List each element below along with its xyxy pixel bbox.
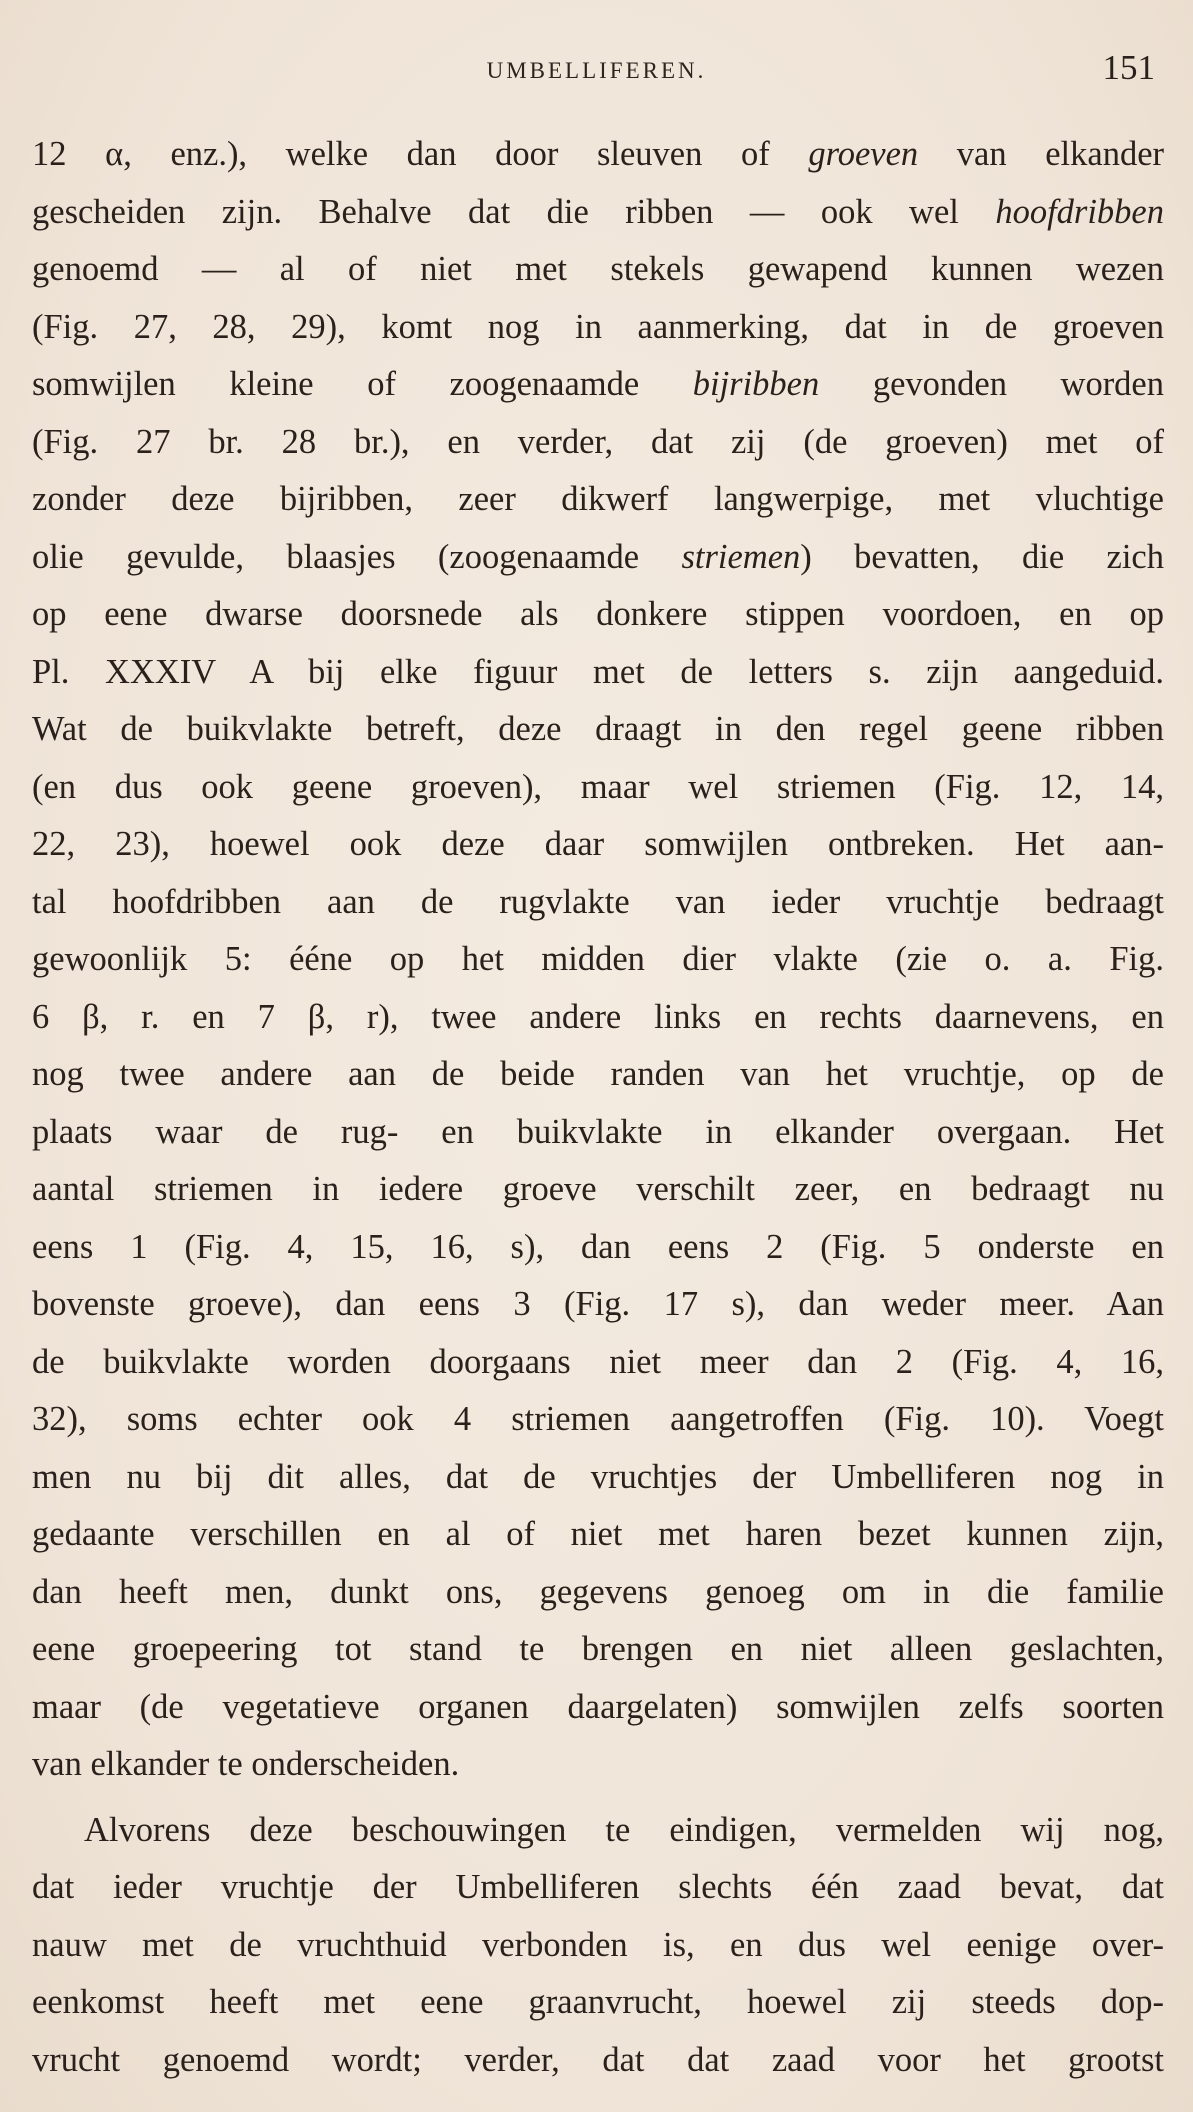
page-header	[0, 48, 1193, 98]
text-line: maar (de vegetatieve organen daargelaten) somwijlen zelfs soorten	[32, 1687, 1164, 1726]
text-line: eens 1 (Fig. 4, 15, 16, s), dan eens 2 (Fig. 5 onderste en	[32, 1227, 1164, 1266]
text-line: Alvorens deze beschouwingen te eindigen, vermelden wij nog,	[84, 1810, 1164, 1849]
paragraph-gap	[32, 1794, 1164, 1802]
text-line: genoemd — al of niet met stekels gewapend kunnen wezen	[32, 250, 1164, 288]
text-line: zonder deze bijribben, zeer dikwerf langwerpige, met vluchtige	[32, 480, 1164, 518]
text-line: eenkomst heeft met eene graanvrucht, hoewel zij steeds dop-	[32, 1983, 1164, 2021]
text-line: (Fig. 27, 28, 29), komt nog in aanmerking, dat in de groeven	[32, 307, 1164, 346]
text-line: 12 α, enz.), welke dan door sleuven of groeven van elkander	[32, 135, 1164, 173]
text-line: (Fig. 27 br. 28 br.), en verder, dat zij (de groeven) met of	[32, 422, 1164, 461]
page-number: 151	[1102, 48, 1155, 87]
text-line: Pl. XXXIV A bij elke figuur met de letters s. zijn aangeduid.	[32, 652, 1164, 691]
text-line: op eene dwarse doorsnede als donkere stippen voordoen, en op	[32, 595, 1164, 633]
text-line: Wat de buikvlakte betreft, deze draagt in den regel geene ribben	[32, 710, 1164, 748]
text-line: somwijlen kleine of zoogenaamde bijribben gevonden worden	[32, 365, 1164, 403]
text-line: gewoonlijk 5: ééne op het midden dier vlakte (zie o. a. Fig.	[32, 940, 1164, 978]
text-line: (en dus ook geene groeven), maar wel striemen (Fig. 12, 14,	[32, 767, 1164, 806]
text-line: 6 β, r. en 7 β, r), twee andere links en rechts daarnevens, en	[32, 997, 1164, 1036]
text-line: van elkander te onderscheiden.	[32, 1745, 460, 1783]
text-line: nauw met de vruchthuid verbonden is, en dus wel eenige over-	[32, 1925, 1164, 1964]
text-line: 32), soms echter ook 4 striemen aangetroffen (Fig. 10). Voegt	[32, 1400, 1164, 1438]
text-line: bovenste groeve), dan eens 3 (Fig. 17 s), dan weder meer. Aan	[32, 1285, 1164, 1323]
text-line: vrucht genoemd wordt; verder, dat dat zaad voor het grootst	[32, 2040, 1164, 2079]
body-text	[32, 126, 1164, 2089]
text-line: dat ieder vruchtje der Umbelliferen slechts één zaad bevat, dat	[32, 1868, 1164, 1906]
text-line: aantal striemen in iedere groeve verschilt zeer, en bedraagt nu	[32, 1170, 1164, 1208]
text-line: gedaante verschillen en al of niet met haren bezet kunnen zijn,	[32, 1515, 1164, 1553]
text-line: plaats waar de rug- en buikvlakte in elkander overgaan. Het	[32, 1112, 1164, 1151]
text-line: 22, 23), hoewel ook deze daar somwijlen ontbreken. Het aan-	[32, 825, 1164, 863]
text-line: nog twee andere aan de beide randen van het vruchtje, op de	[32, 1055, 1164, 1093]
text-line: tal hoofdribben aan de rugvlakte van ieder vruchtje bedraagt	[32, 882, 1164, 921]
text-line: dan heeft men, dunkt ons, gegevens genoeg om in die familie	[32, 1572, 1164, 1611]
text-line: men nu bij dit alles, dat de vruchtjes der Umbelliferen nog in	[32, 1457, 1164, 1496]
text-line: de buikvlakte worden doorgaans niet meer dan 2 (Fig. 4, 16,	[32, 1342, 1164, 1381]
running-head: UMBELLIFEREN.	[486, 58, 707, 83]
text-line: olie gevulde, blaasjes (zoogenaamde striemen) bevatten, die zich	[32, 537, 1164, 576]
text-line: eene groepeering tot stand te brengen en niet alleen geslachten,	[32, 1630, 1164, 1668]
text-line: gescheiden zijn. Behalve dat die ribben — ook wel hoofdribben	[32, 192, 1164, 231]
